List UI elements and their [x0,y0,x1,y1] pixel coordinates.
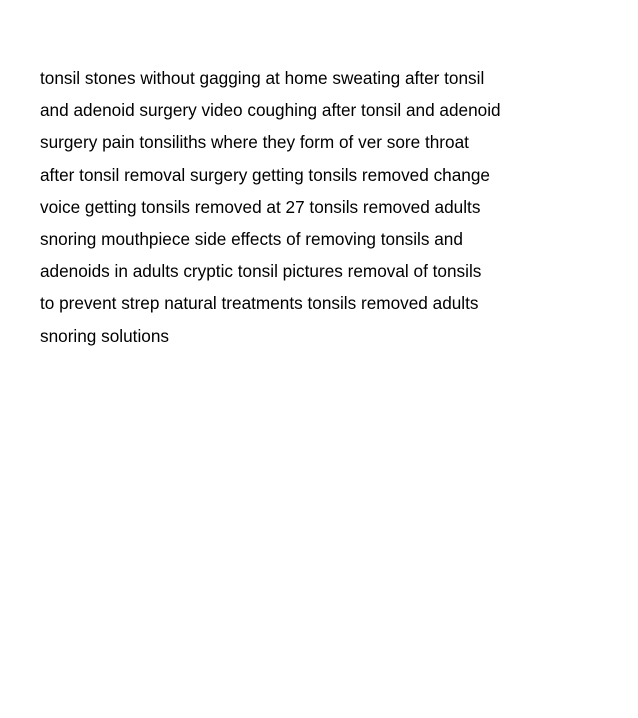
text-line: snoring solutions [40,325,169,346]
text-line: snoring mouthpiece side effects of removing tonsils and [40,229,463,250]
text-line: to prevent strep natural treatments tonsils removed adults [40,293,479,314]
text-line: tonsil stones without gagging at home sweating after tonsil [40,68,485,88]
text-line: and adenoid surgery video coughing after tonsil and adenoid [40,100,501,121]
text-line: voice getting tonsils removed at 27 tonsils removed adults [40,196,481,217]
text-line: surgery pain tonsiliths where they form of ver sore throat [40,132,469,153]
text-line: adenoids in adults cryptic tonsil pictures removal of tonsils [40,261,482,282]
text-line: after tonsil removal surgery getting tonsils removed change [40,164,490,185]
body-text [40,62,620,352]
